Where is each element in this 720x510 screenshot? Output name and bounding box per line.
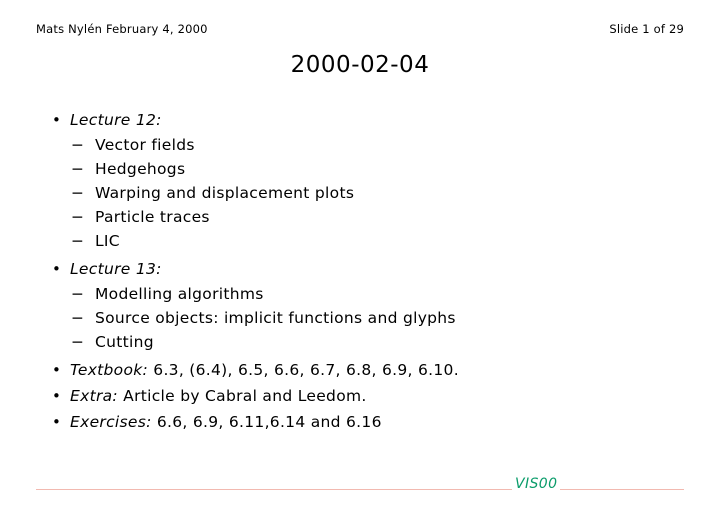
sub-item-text: Vector fields <box>95 136 195 154</box>
slide-title: 2000-02-04 <box>290 52 430 78</box>
sub-item-text: Modelling algorithms <box>95 285 264 303</box>
bullet-icon: • <box>52 361 62 379</box>
sub-item <box>52 330 692 354</box>
bullet-list <box>52 107 692 435</box>
sub-item-text: LIC <box>95 232 120 250</box>
header-slide-counter: Slide 1 of 29 <box>609 22 684 36</box>
sub-item <box>52 229 692 253</box>
bullet-item <box>52 107 692 133</box>
bullet-text: 6.3, (6.4), 6.5, 6.6, 6.7, 6.8, 6.9, 6.10. <box>153 361 459 379</box>
footer-course-tag: VIS00 <box>512 476 560 492</box>
sub-item-text: Particle traces <box>95 208 210 226</box>
header-author-date: Mats Nylén February 4, 2000 <box>36 22 208 36</box>
footer-rule <box>36 489 684 490</box>
dash-icon: − <box>71 136 85 154</box>
sub-item <box>52 181 692 205</box>
bullet-label: Lecture 12: <box>70 111 162 129</box>
dash-icon: − <box>71 160 85 178</box>
sub-item <box>52 157 692 181</box>
sub-item-text: Hedgehogs <box>95 160 186 178</box>
bullet-item <box>52 409 692 435</box>
dash-icon: − <box>71 232 85 250</box>
bullet-text: Article by Cabral and Leedom. <box>123 387 367 405</box>
bullet-item <box>52 256 692 282</box>
bullet-label: Extra: <box>70 387 124 405</box>
bullet-label: Lecture 13: <box>70 260 162 278</box>
sub-item <box>52 205 692 229</box>
dash-icon: − <box>71 208 85 226</box>
bullet-label: Exercises: <box>70 413 157 431</box>
dash-icon: − <box>71 333 85 351</box>
sub-item <box>52 306 692 330</box>
bullet-item <box>52 357 692 383</box>
dash-icon: − <box>71 184 85 202</box>
bullet-text: 6.6, 6.9, 6.11,6.14 and 6.16 <box>156 413 382 431</box>
sub-item-text: Source objects: implicit functions and glyphs <box>95 309 456 327</box>
dash-icon: − <box>71 285 85 303</box>
bullet-label: Textbook: <box>70 361 154 379</box>
dash-icon: − <box>71 309 85 327</box>
sub-item <box>52 282 692 306</box>
bullet-icon: • <box>52 111 62 129</box>
bullet-icon: • <box>52 387 62 405</box>
sub-item <box>52 133 692 157</box>
sub-item-text: Warping and displacement plots <box>95 184 355 202</box>
sub-item-text: Cutting <box>95 333 154 351</box>
bullet-icon: • <box>52 260 62 278</box>
bullet-icon: • <box>52 413 62 431</box>
bullet-item <box>52 383 692 409</box>
